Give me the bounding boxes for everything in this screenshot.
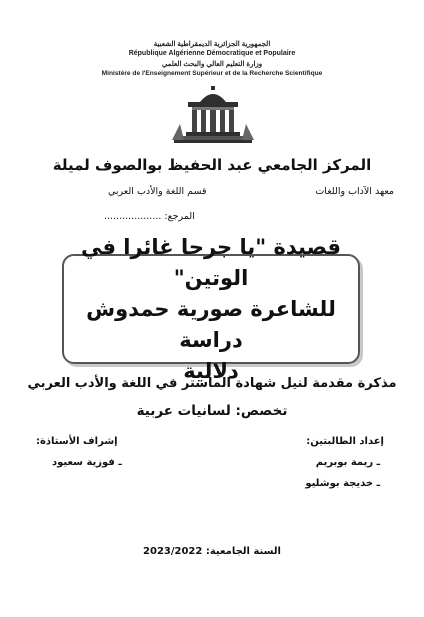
thesis-title-line-2: للشاعرة صورية حمدوش دراسة <box>86 296 336 352</box>
republic-ar: الجمهورية الجزائرية الديمقراطية الشعبية <box>153 41 271 48</box>
academic-year: السنة الجامعية: 2023/2022 <box>143 546 281 557</box>
institution-name: المركز الجامعي عبد الحفيظ بوالصوف لميلة <box>52 156 372 174</box>
supervisor-label: إشراف الأستاذة: <box>36 436 118 447</box>
thesis-title <box>73 232 349 387</box>
supervisor-name: ـ فوزية سعيود <box>52 457 122 468</box>
ministry-fr: Ministère de l'Enseignement Supérieur et de la Recherche Scientifique <box>101 70 323 77</box>
thesis-title-line-3: دلالية <box>183 358 239 383</box>
degree-statement: مذكرة مقدمة لنيل شهادة الماستر في اللغة والأدب العربي <box>27 376 397 391</box>
institute-name: معهد الآداب واللغات <box>315 186 394 197</box>
specialty: تخصص: لسانيات عربية <box>136 403 288 419</box>
student-name: ـ ريمة بوبريم <box>315 457 380 468</box>
department-name: قسم اللغة والأدب العربي <box>108 186 207 197</box>
university-building-logo-icon <box>170 84 256 144</box>
thesis-title-line-1: قصيدة "يا جرحا غائرا في الوتين" <box>80 234 342 290</box>
ministry-ar: وزارة التعليم العالي والبحث العلمي <box>161 61 263 68</box>
reference-field: المرجع: ................... <box>104 211 195 222</box>
students-label: إعداد الطالبتين: <box>306 436 384 447</box>
republic-fr: République Algérienne Démocratique et Populaire <box>128 50 296 57</box>
thesis-title-box <box>62 234 360 383</box>
student-name: ـ خديجة بوشليو <box>305 478 380 489</box>
